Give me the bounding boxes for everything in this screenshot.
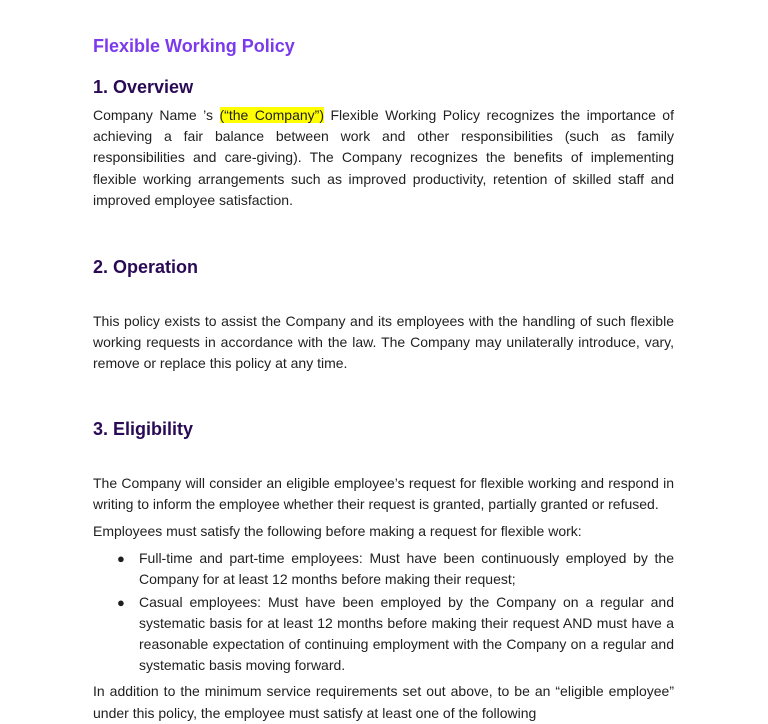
eligibility-bullet-list [93,548,674,676]
eligibility-paragraph-2: Employees must satisfy the following before making a request for flexible work: [93,523,582,540]
list-item [93,592,674,677]
eligibility-paragraph-1: The Company will consider an eligible employee’s request for flexible working and respond in writing to inform the employee whether their request is granted, partially granted or refused. [93,474,674,512]
section-heading-eligibility: 3. Eligibility [93,418,194,439]
section-heading-overview: 1. Overview [93,77,194,97]
overview-paragraph-rest: Flexible Working Policy recognizes the importance of achieving a fair balance between work and other responsibilities (such as family responsibilities and care-giving). The Company recognizes the benefits of implementing flexible working arrangements such as improved productivity, retention of skilled staff and improved employee satisfaction. [93,107,674,208]
bullet-text: Full-time and part-time employees: Must have been continuously employed by the Company for at least 12 months before making their request; [139,550,674,588]
eligibility-paragraph-3: In addition to the minimum service requirements set out above, to be an “eligible employee” under this policy, the employee must satisfy at least one of the following [93,683,674,721]
operation-paragraph: This policy exists to assist the Company and its employees with the handling of such flexible working requests in accordance with the law. The Company may unilaterally introduce, vary, remove or replace this policy at any time. [93,313,674,372]
list-item [93,548,674,590]
document-body [93,30,674,724]
bullet-text: Casual employees: Must have been employed by the Company on a regular and systematic basis for at least 12 months before making their request AND must have a reasonable expectation of continuing employment with the Company on a regular and systematic basis moving forward. [139,593,674,674]
company-name-text: Company Name ’s [93,107,220,123]
overview-paragraph [93,105,674,211]
bullet-icon: ● [117,594,125,610]
document-title: Flexible Working Policy [93,36,295,56]
bullet-icon: ● [117,551,125,567]
highlighted-company-term: (“the Company”) [219,107,324,123]
section-heading-operation: 2. Operation [93,257,199,278]
